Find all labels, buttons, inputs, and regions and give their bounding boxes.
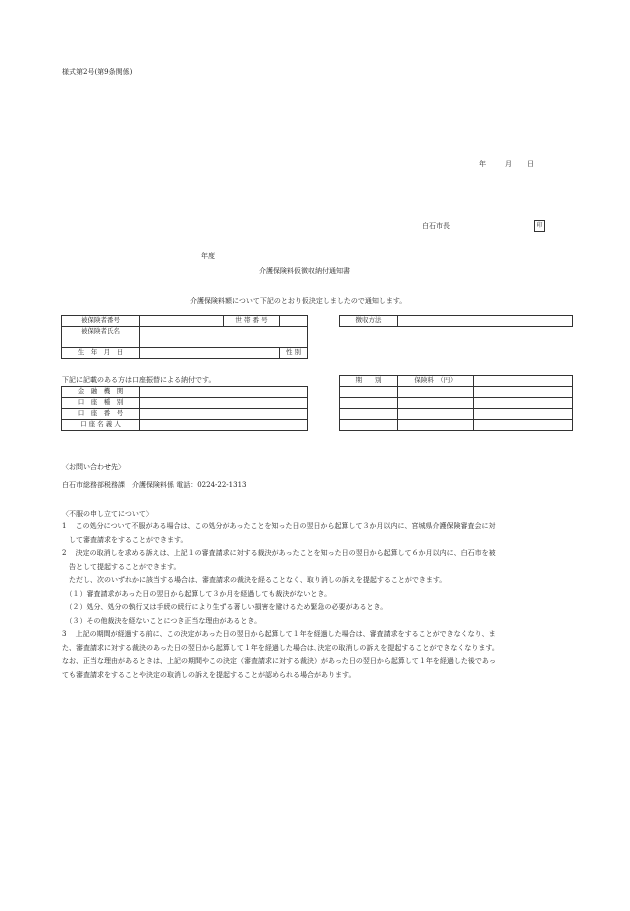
period-header: 期 別 (340, 376, 398, 387)
appeal-line: ても審査請求をすることや決定の取消しの訴えを提起することが認められる場合があります。 (62, 670, 356, 679)
seal-mark: 印 (534, 220, 545, 232)
account-holder-label: 口 座 名 義 人 (62, 420, 140, 431)
birth-date-label: 生 年 月 日 (62, 348, 140, 359)
period-row-2 (340, 398, 398, 409)
premium-row-2 (398, 398, 474, 409)
appeal-line: ただし、次のいずれかに該当する場合は、審査請求の裁決を経ることなく、取り消しの訴えを提起することができます。 (62, 576, 447, 584)
household-number-value (280, 316, 308, 327)
lead-text: 介護保険料額について下記のとおり仮決定しましたので通知します。 (190, 297, 407, 305)
birth-date-value (140, 348, 280, 359)
fiscal-year-label: 年度 (201, 252, 215, 260)
collection-method-table (339, 315, 573, 327)
appeal-line: 2 決定の取消しを求める訴えは、上記１の審査請求に対する裁決があったことを知った日の翌日から起算して６か月以内に、白石市を被 (62, 549, 496, 557)
account-type-value (140, 398, 308, 409)
contact-line: 白石市総務部税務課 介護保険料係 電話：0224-22-1313 (62, 481, 247, 489)
form-number: 様式第2号(第9条関係) (62, 68, 133, 76)
period-row-3 (340, 409, 398, 420)
collection-method-value (398, 316, 573, 327)
premium-extra-row-2 (474, 398, 573, 409)
appeal-line: （２）処分、処分の執行又は手続の続行により生ずる著しい損害を避けるため緊急の必要があるとき。 (62, 603, 388, 611)
premium-extra-row-3 (474, 409, 573, 420)
gender-cell (280, 348, 308, 359)
bank-account-table (61, 386, 308, 431)
insured-name-value (140, 327, 308, 348)
date-month: 月 (505, 160, 512, 168)
appeal-line: （３）その他裁決を経ないことにつき正当な理由があるとき。 (62, 616, 262, 625)
appeal-line: 1 この処分について不服がある場合は、この処分があったことを知った日の翌日から起算して３か月以内に、宮城県介護保険審査会に対 (62, 522, 496, 530)
period-row-4 (340, 420, 398, 431)
document-title: 介護保険料仮徴収納付通知書 (259, 267, 350, 275)
appeal-heading: 〈不服の申し立てについて〉 (62, 510, 153, 518)
appeal-line: 3 上記の期間が経過する前に、この決定があった日の翌日から起算して１年を経過した場合は、審査請求をすることができなくなり、ま (62, 630, 496, 638)
account-type-label: 口 座 種 別 (62, 398, 140, 409)
period-row-1 (340, 387, 398, 398)
insured-info-table (61, 315, 308, 359)
issuer-name: 白石市長 (422, 222, 450, 230)
premium-period-table (339, 375, 573, 431)
date-year: 年 (479, 160, 486, 168)
bank-name-label: 金 融 機 関 (62, 387, 140, 398)
appeal-line: た、審査請求に対する裁決のあった日の翌日から起算して１年を経過した場合は､決定の取消しの訴えを提起することができなくなります。 (62, 643, 499, 652)
appeal-body (62, 520, 582, 682)
account-number-label: 口 座 番 号 (62, 409, 140, 420)
insured-name-label: 被保険者氏名 (62, 327, 140, 338)
insured-number-value (140, 316, 224, 327)
premium-header-blank (474, 376, 573, 387)
household-number-label: 世 帯 番 号 (224, 316, 280, 327)
premium-row-4 (398, 420, 474, 431)
account-holder-value (140, 420, 308, 431)
appeal-line: 告として提起することができます。 (62, 562, 181, 571)
premium-row-3 (398, 409, 474, 420)
premium-header: 保険料 （円） (398, 376, 474, 387)
bank-transfer-note: 下記に記載のある方は口座振替による納付です。 (62, 376, 216, 384)
premium-extra-row-1 (474, 387, 573, 398)
appeal-line: なお、正当な理由があるときは、上記の期間やこの決定（審査請求に対する裁決）があった日の翌日から起算して１年を経過した後であっ (62, 657, 496, 665)
date-day: 日 (527, 160, 534, 168)
premium-extra-row-4 (474, 420, 573, 431)
appeal-line: （１）審査請求があった日の翌日から起算して３か月を経過しても裁決がないとき。 (62, 589, 332, 598)
contact-heading: 〈お問い合わせ先〉 (62, 463, 125, 471)
insured-name-label-space (62, 337, 140, 348)
appeal-line: して審査請求をすることができます。 (62, 535, 188, 544)
bank-name-value (140, 387, 308, 398)
collection-method-label: 徴収方法 (340, 316, 398, 327)
insured-number-label: 被保険者番号 (62, 316, 140, 327)
account-number-value (140, 409, 308, 420)
premium-row-1 (398, 387, 474, 398)
gender-label: 性 別 (285, 348, 302, 357)
